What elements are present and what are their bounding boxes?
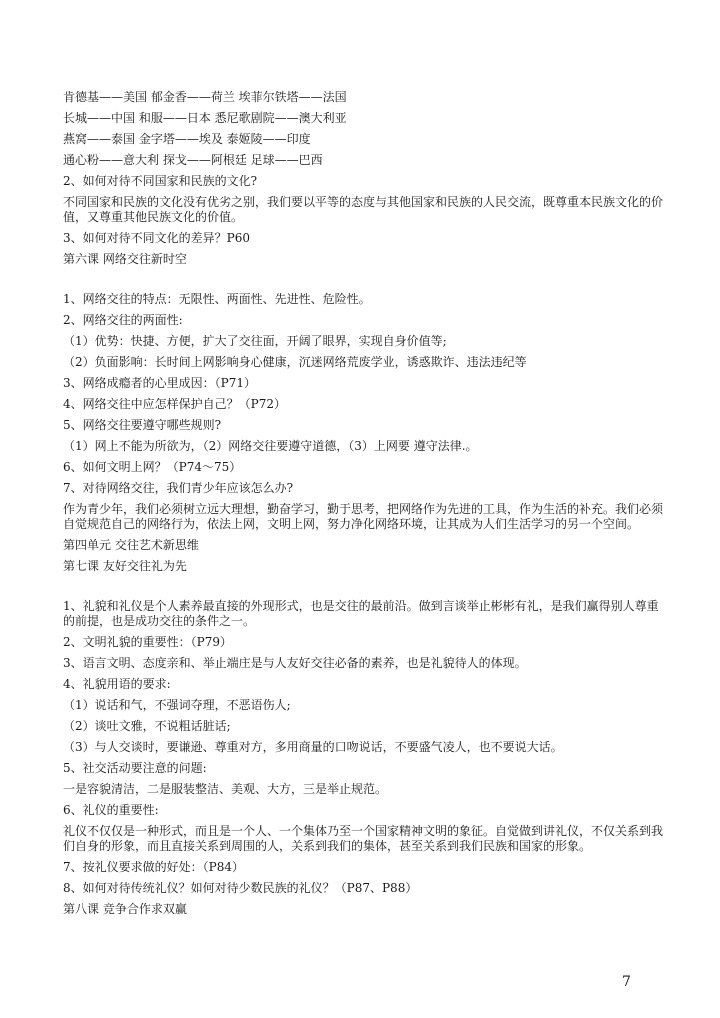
- unit-heading: 第四单元 交往艺术新思维: [63, 538, 199, 552]
- text-line: （2）谈吐文雅，不说粗话脏话;: [63, 719, 231, 733]
- text-line: 7、对待网络交往，我们青少年应该怎么办?: [63, 481, 294, 495]
- text-line: 燕窝——泰国 金字塔——埃及 泰姬陵——印度: [63, 132, 311, 146]
- text-line: 1、网络交往的特点：无限性、两面性、先进性、危险性。: [63, 292, 371, 306]
- paragraph: 不同国家和民族的文化没有优劣之别，我们要以平等的态度与其他国家和民族的人民交流，既尊重本民族文化的价值，又尊重其他民族文化的价值。: [63, 195, 664, 224]
- text-line: 6、如何文明上网？（P74～75）: [63, 460, 242, 474]
- text-line: 4、礼貌用语的要求:: [63, 677, 171, 691]
- text-line: 长城——中国 和服——日本 悉尼歌剧院——澳大利亚: [63, 111, 347, 125]
- text-line: 2、网络交往的两面性:: [63, 313, 183, 327]
- text-line: （1）说话和气，不强词夺理，不恶语伤人;: [63, 698, 291, 712]
- paragraph: 作为青少年，我们必须树立远大理想，勤奋学习，勤于思考，把网络作为先进的工具，作为生活的补充。我们必须自觉规范自己的网络行为，依法上网，文明上网，努力净化网络环境，让其成为人们生活学习的另一个空间。: [63, 502, 664, 531]
- lesson-heading: 第七课 友好交往礼为先: [63, 559, 187, 573]
- text-line: （2）负面影响：长时间上网影响身心健康，沉迷网络荒废学业，诱惑欺诈、违法违纪等: [63, 355, 527, 369]
- document-body: [63, 90, 663, 923]
- question-heading: 3、如何对待不同文化的差异？P60: [63, 231, 250, 245]
- text-line: 3、语言文明、态度亲和、举止端庄是与人友好交往必备的素养，也是礼貌待人的体现。: [63, 656, 527, 670]
- text-line: 通心粉——意大利 探戈——阿根廷 足球——巴西: [63, 153, 323, 167]
- paragraph: 礼仪不仅仅是一种形式，而且是一个人、一个集体乃至一个国家精神文明的象征。自觉做到讲礼仪，不仅关系到我们自身的形象，而且直接关系到周围的人，关系到我们的集体，甚至关系到我们民族和国家的形象。: [63, 824, 664, 853]
- text-line: 2、文明礼貌的重要性：（P79）: [63, 635, 232, 649]
- text-line: 5、社交活动要注意的问题:: [63, 761, 207, 775]
- text-line: （3）与人交谈时，要谦逊、尊重对方，多用商量的口吻说话，不要盛气凌人，也不要说大话。: [63, 740, 563, 754]
- text-line: 8、如何对待传统礼仪？如何对待少数民族的礼仪？（P87、P88）: [63, 881, 418, 895]
- text-line: 4、网络交往中应怎样保护自己？（P72）: [63, 397, 286, 411]
- lesson-heading: 第八课 竞争合作求双赢: [63, 902, 187, 916]
- question-heading: 2、如何对待不同国家和民族的文化?: [63, 174, 258, 188]
- text-line: 7、按礼仪要求做的好处：（P84）: [63, 860, 244, 874]
- text-line: 一是容貌清洁，二是服装整洁、美观、大方，三是举止规范。: [63, 782, 388, 796]
- text-line: 3、网络成瘾者的心里成因：（P71）: [63, 376, 256, 390]
- text-line: 肯德基——美国 郁金香——荷兰 埃菲尔铁塔——法国: [63, 90, 347, 104]
- lesson-heading: 第六课 网络交往新时空: [63, 252, 187, 266]
- text-line: （1）优势：快捷、方便，扩大了交往面，开阔了眼界，实现自身价值等;: [63, 334, 447, 348]
- text-line: （1）网上不能为所欲为，（2）网络交往要遵守道德，（3）上网要 遵守法律.。: [63, 439, 478, 453]
- blank-line: [63, 273, 663, 292]
- paragraph: 1、礼貌和礼仪是个人素养最直接的外现形式，也是交往的最前沿。做到言谈举止彬彬有礼，是我们赢得别人尊重的前提，也是成功交往的条件之一。: [63, 599, 659, 628]
- text-line: 5、网络交往要遵守哪些规则?: [63, 418, 222, 432]
- blank-line: [63, 580, 663, 599]
- text-line: 6、礼仪的重要性:: [63, 803, 159, 817]
- page-number: 7: [622, 974, 631, 990]
